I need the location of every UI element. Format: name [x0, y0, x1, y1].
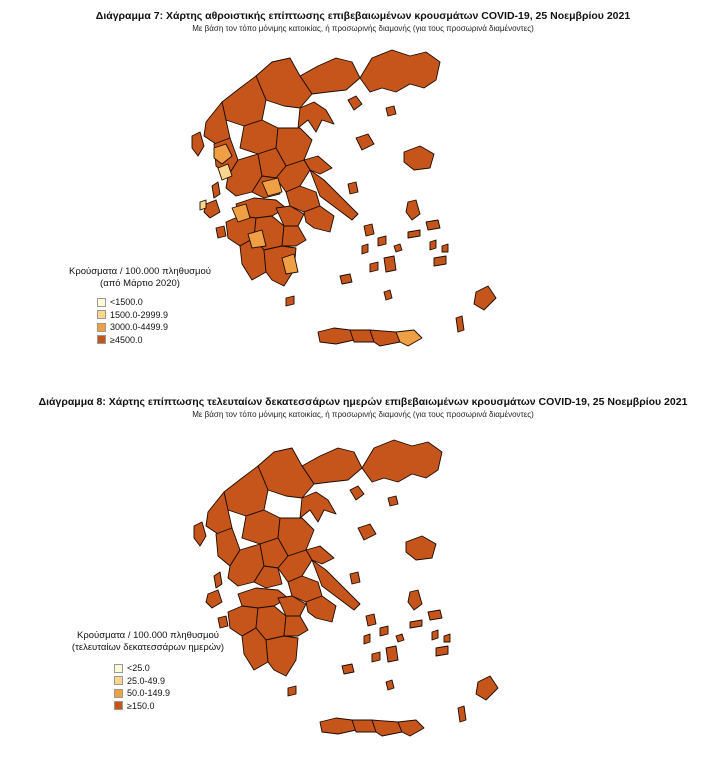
region-argolida: [282, 226, 306, 246]
region-kalymnos: [444, 634, 450, 642]
region-attica: [304, 206, 334, 232]
region-east-macedonia: [300, 58, 360, 94]
region-paros: [370, 262, 378, 272]
map-title: Διάγραμμα 7: Χάρτης αθροιστικής επίπτωσης επιβεβαιωμένων κρουσμάτων COVID-19, 25 Νοεμβρίου 2021: [95, 10, 631, 22]
legend-title-line-2: (τελευταίων δεκατεσσάρων ημερών): [71, 642, 225, 653]
region-lasithi: [398, 720, 424, 736]
legend-item: [97, 334, 225, 347]
region-mykonos: [394, 244, 402, 252]
region-samos: [426, 220, 440, 230]
region-skyros: [350, 572, 360, 584]
region-argolida: [284, 616, 308, 636]
region-kythira: [288, 686, 296, 696]
region-thasos: [350, 486, 364, 500]
region-zakynthos: [216, 226, 226, 238]
map-legend-14-day: [58, 630, 238, 712]
legend-swatch: [114, 664, 123, 673]
region-rhodes: [476, 676, 498, 700]
region-thrace: [360, 50, 440, 92]
region-chania: [318, 328, 354, 344]
legend-label: 3000.0-4499.9: [110, 322, 169, 333]
region-karpathos: [458, 706, 466, 722]
map-subtitle: Με βάση τον τόπο μόνιμης κατοικίας, ή προσωρινής διαμονής (για τους προσωρινά διαμένοντες): [192, 24, 534, 33]
region-leros: [430, 240, 436, 250]
legend-title-line-1: Κρούσματα / 100.000 πληθυσμού: [77, 630, 219, 641]
legend-swatch: [97, 335, 106, 344]
region-leros: [432, 630, 438, 640]
region-kefalonia: [206, 590, 222, 608]
region-chalkidiki: [300, 492, 336, 522]
region-andros: [364, 224, 374, 236]
region-chalkidiki: [298, 102, 334, 132]
region-corfu-small: [200, 200, 206, 210]
region-naxos: [384, 256, 396, 272]
legend-swatch: [97, 298, 106, 307]
region-corfu: [194, 522, 206, 546]
region-lakonia: [266, 636, 298, 676]
legend-swatch: [114, 701, 123, 710]
legend-label: ≥4500.0: [110, 334, 143, 345]
legend-label: 1500.0-2999.9: [110, 309, 169, 320]
region-samos: [428, 610, 442, 620]
region-ikaria: [408, 230, 420, 238]
region-kos: [436, 646, 448, 656]
region-karpathos: [456, 316, 464, 332]
region-chios: [406, 200, 420, 220]
region-zakynthos: [218, 616, 228, 628]
legend-label: ≥150.0: [127, 700, 155, 711]
region-lefkada: [214, 572, 222, 588]
region-naxos: [386, 646, 398, 662]
map-title: Διάγραμμα 8: Χάρτης επίπτωσης τελευταίων δεκατεσσάρων ημερών επιβεβαιωμένων κρουσμάτων COVID-19, 25 Νοεμβρίου 2021: [38, 396, 688, 408]
map-legend-cumulative: [55, 266, 225, 346]
region-thasos: [348, 96, 362, 110]
region-kos: [434, 256, 446, 266]
legend-title-line-1: Κρούσματα / 100.000 πληθυσμού: [69, 266, 211, 277]
region-mykonos: [396, 634, 404, 642]
region-corfu: [192, 132, 204, 156]
region-syros: [364, 634, 370, 644]
region-syros: [362, 244, 368, 254]
region-santorini: [384, 290, 392, 300]
region-limnos: [358, 524, 376, 540]
region-lasithi: [396, 330, 422, 346]
region-tinos: [378, 236, 386, 246]
region-chios: [408, 590, 422, 610]
region-heraklion: [370, 330, 400, 346]
region-kalymnos: [442, 244, 448, 252]
region-west-macedonia: [224, 466, 268, 516]
region-skyros: [348, 182, 358, 194]
legend-item: [97, 296, 225, 309]
legend-label: <1500.0: [110, 297, 143, 308]
region-samothraki: [388, 496, 398, 506]
map-subtitle: Με βάση τον τόπο μόνιμης κατοικίας, ή προσωρινής διαμονής (για τους προσωρινά διαμένοντες): [192, 410, 534, 419]
legend-label: 25.0-49.9: [127, 675, 166, 686]
region-rhodes: [474, 286, 496, 310]
region-andros: [366, 614, 376, 626]
legend-swatch: [114, 676, 123, 685]
legend-item: [114, 675, 238, 688]
legend-item: [114, 662, 238, 675]
region-lesvos: [406, 536, 436, 560]
legend-swatch: [97, 323, 106, 332]
region-east-macedonia: [302, 448, 362, 484]
legend-item: [114, 700, 238, 713]
region-lesvos: [404, 146, 434, 170]
legend-item: [97, 309, 225, 322]
legend-item: [97, 321, 225, 334]
region-milos: [340, 274, 352, 284]
region-attica: [306, 596, 336, 622]
legend-label: <25.0: [127, 663, 150, 674]
region-thrace: [362, 440, 442, 482]
legend-swatch: [114, 689, 123, 698]
map-panel-cumulative: [0, 0, 726, 380]
legend-item: [114, 687, 238, 700]
region-santorini: [386, 680, 394, 690]
region-ikaria: [410, 620, 422, 628]
legend-swatch: [97, 310, 106, 319]
region-heraklion: [372, 720, 402, 736]
region-chania: [320, 718, 356, 734]
map-panel-14-day: [0, 390, 726, 778]
region-paros: [372, 652, 380, 662]
region-kythira: [286, 296, 294, 306]
region-lefkada: [212, 182, 220, 198]
region-tinos: [380, 626, 388, 636]
region-west-macedonia: [222, 76, 266, 126]
region-samothraki: [386, 106, 396, 116]
region-milos: [342, 664, 354, 674]
legend-label: 50.0-149.9: [127, 688, 171, 699]
legend-title-line-2: (από Μάρτιο 2020): [100, 278, 180, 289]
region-limnos: [356, 134, 374, 150]
